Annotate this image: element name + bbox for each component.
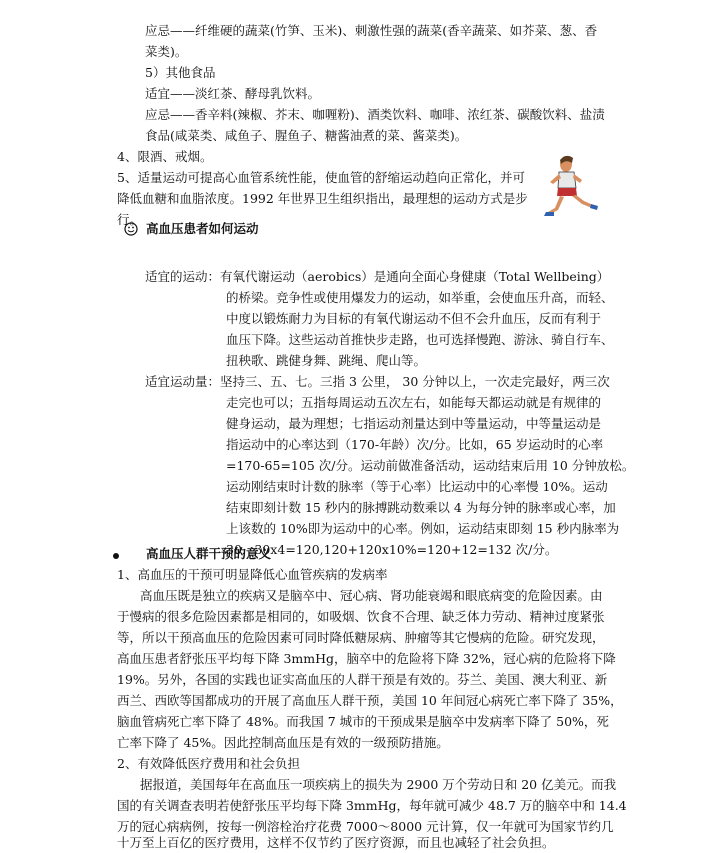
- exercise-amount-line5: =170-65=105 次/分。运动前做准备活动，运动结束后用 10 分钟放松。: [226, 458, 635, 473]
- diet-avoid-veg-line1: 应忌——纤维硬的蔬菜(竹笋、玉米)、刺激性强的蔬菜(香辛蔬菜、如芥菜、葱、香: [145, 23, 598, 38]
- intervention-p1-line5: 19%。另外，各国的实践也证实高血压的人群干预是有效的。芬兰、美国、澳大利亚、新: [117, 672, 608, 687]
- bullet-icon: [113, 553, 119, 559]
- exercise-amount-line9: 30，30x4=120,120+120x10%=120+12=132 次/分。: [226, 542, 558, 557]
- intervention-p2-line2: 国的有关调查表明若使舒张压平均每下降 3mmHg，每年就可减少 48.7 万的脑卒中和 14.4: [117, 798, 627, 813]
- intervention-point2-title: 2、有效降低医疗费用和社会负担: [117, 756, 300, 771]
- intervention-p1-line6: 西兰、西欧等国都成功的开展了高血压人群干预，美国 10 年间冠心病死亡率下降了 35%，: [117, 693, 623, 708]
- exercise-amount-line4: 指运动中的心率达到（170-年龄）次/分。比如，65 岁运动时的心率: [226, 437, 604, 452]
- intervention-p1-line7: 脑血管病死亡率下降了 48%。而我国 7 城市的干预成果是脑卒中发病率下降了 50%，死: [117, 714, 609, 729]
- exercise-item-line2: 降低血糖和血脂浓度。1992 年世界卫生组织指出，最理想的运动方式是步: [117, 191, 528, 206]
- exercise-heading: 高血压患者如何运动: [146, 221, 259, 236]
- other-foods-heading: 5）其他食品: [145, 65, 216, 80]
- smiley-icon: [124, 222, 138, 236]
- limit-alcohol-item: 4、限酒、戒烟。: [117, 149, 213, 164]
- intervention-p1-line8: 亡率下降了 45%。因此控制高血压是有效的一级预防措施。: [117, 735, 449, 750]
- suitable-exercise-label: 适宜的运动：: [145, 269, 221, 284]
- intervention-p1-line4: 高血压患者舒张压平均每下降 3mmHg，脑卒中的危险将下降 32%，冠心病的危险将下降: [117, 651, 616, 666]
- other-foods-avoid-line1: 应忌——香辛料(辣椒、芥末、咖喱粉)、酒类饮料、咖啡、浓红茶、碳酸饮料、盐渍: [145, 107, 605, 122]
- intervention-p1-line2: 于慢病的很多危险因素都是相同的，如吸烟、饮食不合理、缺乏体力劳动、精神过度紧张: [117, 609, 605, 624]
- suitable-exercise-line4: 血压下降。这些运动首推快步走路，也可选择慢跑、游泳、骑自行车、: [226, 332, 614, 347]
- exercise-amount-line8: 上该数的 10%即为运动中的心率。例如，运动结束即刻 15 秒内脉率为: [226, 521, 620, 536]
- exercise-amount-label: 适宜运动量：: [145, 374, 221, 389]
- intervention-p1-line1: 高血压既是独立的疾病又是脑卒中、冠心病、肾功能衰竭和眼底病变的危险因素。由: [140, 588, 603, 603]
- suitable-exercise-line3: 中度以锻炼耐力为目标的有氧代谢运动不但不会升血压，反而有利于: [226, 311, 602, 326]
- runner-illustration: [536, 150, 606, 220]
- exercise-amount-line6: 运动刚结束时计数的脉率（等于心率）比运动中的心率慢 10%。运动: [226, 479, 608, 494]
- intervention-heading: 高血压人群干预的意义: [146, 546, 272, 561]
- intervention-p1-line3: 等，所以干预高血压的危险因素可同时降低糖尿病、肿瘤等其它慢病的危险。研究发现，: [117, 630, 605, 645]
- suitable-exercise-line5: 扭秧歌、跳健身舞、跳绳、爬山等。: [226, 353, 427, 368]
- other-foods-suitable: 适宜——淡红茶、酵母乳饮料。: [145, 86, 321, 101]
- exercise-amount-line7: 结束即刻计数 15 秒内的脉搏跳动数乘以 4 为每分钟的脉率或心率，加: [226, 500, 616, 515]
- intervention-p2-line4: 十万至上百亿的医疗费用，这样不仅节约了医疗资源，而且也减轻了社会负担。: [117, 835, 555, 850]
- intervention-p2-line1: 据报道，美国每年在高血压一项疾病上的损失为 2900 万个劳动日和 20 亿美元。而我: [140, 777, 617, 792]
- exercise-amount-line1: 坚持三、五、七。三指 3 公里， 30 分钟以上，一次走完最好，两三次: [220, 374, 610, 389]
- suitable-exercise-line1: 有氧代谢运动（aerobics）是通向全面心身健康（Total Wellbeing）: [220, 269, 610, 284]
- exercise-item-line3: 行。: [117, 212, 143, 227]
- exercise-amount-line3: 健身运动，最为理想；七指运动剂量达到中等量运动，中等量运动是: [226, 416, 602, 431]
- intervention-point1-title: 1、高血压的干预可明显降低心血管疾病的发病率: [117, 567, 388, 582]
- intervention-p2-line3: 万的冠心病病例，按每一例溶栓治疗花费 7000～8000 元计算，仅一年就可为国家节约几: [117, 819, 614, 834]
- other-foods-avoid-line2: 食品(咸菜类、咸鱼子、腥鱼子、糖酱油煮的菜、酱菜类)。: [145, 128, 468, 143]
- exercise-item-line1: 5、适量运动可提高心血管系统性能，使血管的舒缩运动趋向正常化，并可: [117, 170, 525, 185]
- suitable-exercise-line2: 的桥梁。竞争性或使用爆发力的运动，如举重，会使血压升高，而轻、: [226, 290, 614, 305]
- exercise-amount-line2: 走完也可以；五指每周运动五次左右，如能每天都运动就是有规律的: [226, 395, 602, 410]
- diet-avoid-veg-line2: 菜类)。: [145, 44, 188, 59]
